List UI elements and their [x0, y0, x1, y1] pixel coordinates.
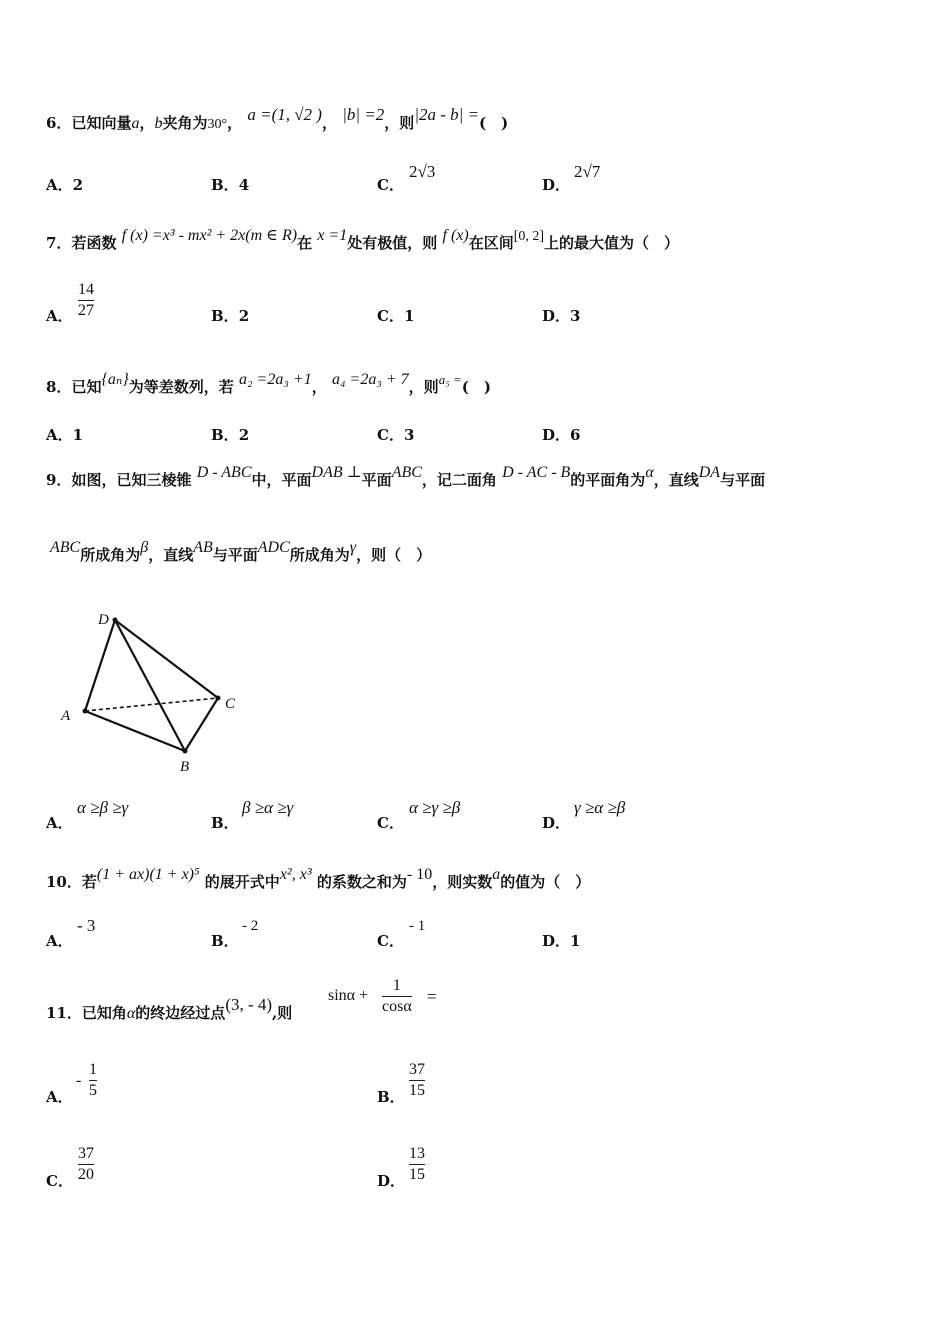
q8-equation-2: a₄ =2a₃ + 7 [331, 371, 409, 388]
q8-number: 8． [46, 378, 72, 396]
q6-text3: ，则 [384, 114, 415, 132]
question-7 [46, 227, 680, 253]
q6-option-d[interactable]: D． [542, 176, 571, 194]
q7-fx: f (x) [442, 227, 469, 244]
q9-text: 如图，已知三棱锥 [71, 471, 192, 489]
q8-text: 已知 [71, 378, 102, 396]
vertex-d-label: D [98, 612, 109, 628]
q9-dihedral: D - AC - B [502, 464, 571, 481]
q9-beta: β [140, 539, 149, 556]
q10-option-a-value: - 3 [77, 916, 96, 935]
q9-option-d[interactable]: D． [542, 814, 571, 832]
q9-alpha: α [645, 464, 654, 481]
q6-paren: ( ) [479, 114, 509, 132]
q9-plane-abc-2: ABC [50, 539, 81, 556]
q11-number: 11． [46, 1004, 82, 1022]
q9-option-c[interactable]: C． [377, 814, 404, 832]
q9-number: 9． [46, 471, 72, 489]
q9-text7: 与平面 [720, 471, 766, 489]
q6-expression: |2a - b| = [414, 105, 480, 124]
q11-point: (3, - 4) [225, 995, 273, 1014]
q9-text8: 所成角为 [80, 546, 141, 564]
q11-option-b[interactable]: B． [377, 1088, 405, 1106]
q8-option-c[interactable]: C．3 [377, 426, 415, 444]
q10-option-b-value: - 2 [242, 918, 259, 934]
q9-line-ab: AB [193, 539, 213, 556]
question-11 [46, 995, 293, 1023]
q11-option-d[interactable]: D． [377, 1172, 406, 1190]
q9-text6: ，直线 [653, 471, 699, 489]
q10-text2: 的展开式中 [204, 873, 280, 891]
q7-condition: x =1 [317, 227, 348, 244]
q9-text3: 平面 [361, 471, 392, 489]
q6-sep3: ， [321, 114, 337, 132]
q9-plane-dab: DAB ⊥ [311, 464, 362, 481]
edge-da [85, 620, 115, 711]
edge-db [115, 620, 185, 751]
question-9-line-2 [50, 539, 432, 565]
q8-sequence: {aₙ} [101, 371, 129, 388]
q9-tetrahedron: D - ABC [196, 464, 252, 481]
q9-plane-adc: ADC [257, 539, 290, 556]
q6-sep: ， [139, 114, 155, 132]
q10-text5: 的值为（ ） [500, 873, 591, 891]
question-10 [46, 866, 591, 892]
q11-text: 已知角 [81, 1004, 127, 1022]
q6-a-value: a =(1, √2 ) [247, 105, 322, 124]
q11-frac-denominator: cosα [382, 998, 412, 1015]
q7-text: 若函数 [71, 234, 117, 252]
tetrahedron-figure [55, 605, 255, 780]
q6-vector-a: a [131, 115, 140, 132]
q10-text3: 的系数之和为 [316, 873, 407, 891]
q6-angle: 30° [207, 117, 228, 132]
q11-sin: sinα + [328, 987, 369, 1004]
q9-text2: 中，平面 [251, 471, 312, 489]
vertex-a-label: A [61, 708, 71, 724]
q10-number: 10． [46, 873, 82, 891]
q7-number: 7． [46, 234, 72, 252]
q10-option-c-value: - 1 [409, 918, 426, 934]
q11-option-d-fraction: 13 15 [409, 1145, 425, 1183]
q8-sep: ， [311, 378, 327, 396]
q9-line-da: DA [698, 464, 721, 481]
q10-option-c[interactable]: C． [377, 932, 404, 950]
q7-option-a[interactable]: A． [46, 307, 73, 325]
q7-option-d[interactable]: D．3 [542, 307, 581, 325]
q6-option-c-value: 2√3 [409, 162, 436, 181]
q6-option-a[interactable]: A．2 [46, 176, 84, 194]
q8-equation-1: a₂ =2a₃ +1 [238, 371, 312, 388]
q10-option-a[interactable]: A． [46, 932, 73, 950]
q9-option-b[interactable]: B． [211, 814, 239, 832]
q9-option-a[interactable]: A． [46, 814, 73, 832]
q11-option-c-fraction: 37 20 [78, 1145, 94, 1183]
q8-text3: ，则 [408, 378, 439, 396]
q8-option-a[interactable]: A．1 [46, 426, 84, 444]
q6-option-d-value: 2√7 [574, 162, 601, 181]
q11-text2: 的终边经过点 [135, 1004, 226, 1022]
q6-b-norm: |b| =2 [342, 105, 385, 124]
q10-terms: x², x³ [279, 866, 312, 883]
q11-option-a[interactable]: A． [46, 1088, 73, 1106]
q7-text4: 在区间 [468, 234, 514, 252]
q6-text2: 夹角为 [162, 114, 208, 132]
edge-ac-hidden [85, 698, 218, 711]
q6-text: 已知向量 [71, 114, 132, 132]
q11-text3: ,则 [272, 1004, 293, 1022]
q10-text: 若 [81, 873, 97, 891]
q10-option-d[interactable]: D．1 [542, 932, 581, 950]
vertex-b-label: B [180, 759, 190, 775]
edge-bc [185, 698, 218, 751]
edge-ab [85, 711, 185, 751]
q10-expression: (1 + ax)(1 + x)⁵ [96, 866, 200, 883]
q9-option-b-value: β ≥α ≥γ [242, 798, 294, 817]
q7-a-numerator: 14 [78, 281, 94, 298]
question-9-line-1 [46, 464, 766, 490]
q9-gamma: γ [349, 539, 357, 556]
q8-paren: ( ) [461, 378, 491, 396]
q8-a5: a₅ = [438, 372, 462, 387]
q10-option-b[interactable]: B． [211, 932, 239, 950]
q9-text9: ，直线 [148, 546, 194, 564]
q10-sum: - 10 [406, 866, 433, 883]
q8-option-b[interactable]: B．2 [211, 426, 250, 444]
question-8 [46, 371, 491, 397]
q11-equals: = [427, 987, 437, 1006]
q6-option-c[interactable]: C． [377, 176, 404, 194]
q9-text4: ，记二面角 [421, 471, 497, 489]
q11-option-c[interactable]: C． [46, 1172, 73, 1190]
q7-text5: 上的最大值为（ ） [544, 234, 680, 252]
q9-option-d-value: γ ≥α ≥β [574, 798, 626, 817]
q9-option-c-value: α ≥γ ≥β [409, 798, 461, 817]
question-6 [46, 105, 509, 133]
q7-function: f (x) =x³ - mx² + 2x(m ∈ R) [121, 227, 298, 244]
q11-fraction [382, 976, 412, 1017]
q11-alpha: α [126, 1005, 136, 1022]
q6-number: 6． [46, 114, 72, 132]
q9-text12: ，则（ ） [356, 546, 432, 564]
q7-option-a-fraction [78, 280, 94, 321]
q7-option-b[interactable]: B．2 [211, 307, 250, 325]
q7-option-c[interactable]: C．1 [377, 307, 415, 325]
q9-text11: 所成角为 [289, 546, 350, 564]
q9-plane-abc: ABC [391, 464, 422, 481]
q8-option-d[interactable]: D．6 [542, 426, 581, 444]
q9-option-a-value: α ≥β ≥γ [77, 798, 129, 817]
q10-text4: ，则实数 [432, 873, 493, 891]
q11-option-a-sign: - [76, 1072, 82, 1089]
q7-text3: 处有极值，则 [347, 234, 438, 252]
q11-option-b-fraction: 37 15 [409, 1061, 425, 1099]
edge-dc [115, 620, 218, 698]
q6-option-b[interactable]: B．4 [211, 176, 250, 194]
q9-text5: 的平面角为 [570, 471, 646, 489]
q6-vector-b: b [154, 115, 163, 132]
q7-interval: [0, 2] [513, 229, 545, 244]
q11-frac-numerator: 1 [392, 977, 401, 994]
q7-a-denominator: 27 [78, 302, 94, 319]
q10-a: a [492, 866, 501, 883]
q9-text10: 与平面 [212, 546, 258, 564]
q7-text2: 在 [297, 234, 313, 252]
vertex-c-label: C [225, 696, 236, 712]
q6-sep2: ， [227, 114, 243, 132]
q11-option-a-fraction: 1 5 [89, 1061, 97, 1099]
q8-text2: 为等差数列，若 [128, 378, 234, 396]
